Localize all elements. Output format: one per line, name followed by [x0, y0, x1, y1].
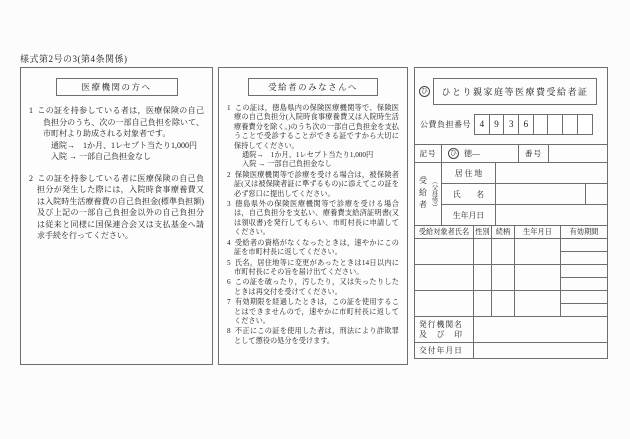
note-text: この証を持参している者に医療保険の自己負担分が発生した際には，入院時食事療養費又は入院時生活療養費の自己負担金(標準負担額)及び上記の一部自己負担金以外の自己負担分は従来と同様に国保連合会又は支払基金へ請求手続を行ってください。: [37, 173, 204, 240]
hi-circle-mark-icon: ひ: [450, 149, 457, 157]
table-row: [415, 264, 607, 290]
note-number: 8: [227, 327, 231, 336]
note-item-2: [227, 171, 399, 199]
recipient-group-label-cell: [415, 163, 442, 225]
validity-from-cell: [561, 291, 607, 304]
note-text: 受給者の資格がなくなったときは，速やかにこの証を市町村長に返してください。: [234, 238, 399, 257]
table-row: [415, 290, 607, 316]
note-item-3: [227, 200, 399, 238]
note-item-6: [227, 278, 399, 297]
birthdate-label: 生年月日: [442, 205, 496, 225]
note-text: 不正にこの証を使用した者は，刑法により詐欺罪として懲役の処分を受けます。: [234, 327, 399, 345]
table-cell-name: [415, 291, 474, 316]
issue-date-value-cell: [474, 343, 607, 358]
note-text: この証を持参している者は，医療保険の自己負担分のうち、次の一部自己負担を除いて、市町村より助成される対象者です。: [37, 106, 204, 138]
payer-number-label: 公費負担番号: [420, 120, 471, 129]
note-number: 6: [227, 278, 231, 287]
note-number: 1: [29, 106, 33, 115]
table-cell-birthdate: [515, 265, 561, 290]
number-value-cell: [549, 145, 607, 162]
table-cell-validity: [561, 239, 607, 264]
note-number: 3: [227, 200, 231, 209]
note-number: 2: [227, 170, 231, 179]
column-header-sex: 性別: [474, 226, 492, 238]
certificate-title: ひとり親家庭等医療費受給者証: [441, 87, 589, 97]
table-cell-sex: [474, 239, 492, 264]
table-cell-validity: [561, 291, 607, 316]
payer-number-row: [420, 114, 593, 135]
note-subline: 入院 → 一部自己負担金なし: [51, 152, 151, 161]
symbol-value-cell: [442, 145, 519, 162]
table-cell-birthdate: [515, 291, 561, 316]
note-text: 氏名，居住地等に変更があったときは14日以内に市町村長にその旨を届け出てください。: [234, 258, 399, 276]
note-item-4: [227, 239, 399, 258]
recipient-group-sub-label: （父母等）: [430, 177, 438, 211]
recipients-panel-title: 受給者のみなさんへ: [268, 82, 358, 92]
recipient-group-label: 受給者: [418, 176, 428, 212]
note-number: 1: [227, 104, 231, 112]
note-text: 徳島県外の保険医療機関等で診療を受ける場合は，自己負担分を支払い、療養費支給済証明書(又は領収書)を発行してもらい、市町村長に申請してください。: [234, 200, 399, 237]
payer-number-digit-box: 3: [503, 114, 519, 135]
note-text: 保険医療機関等で診療を受ける場合は，被保険者証(又は被保険者証に準ずるもの)に添えてこの証を必ず窓口に提出してください。: [234, 170, 399, 198]
note-item-1: [227, 104, 399, 170]
residence-row: [442, 163, 607, 183]
note-number: 4: [227, 238, 231, 247]
note-number: 7: [227, 298, 231, 307]
table-row: [415, 238, 607, 264]
note-item-7: [227, 298, 399, 326]
certificate-panel: [414, 67, 608, 359]
note-subline: 通院→ 1か月、1レセプト当たり1,000円: [51, 140, 197, 150]
symbol-number-row: [415, 144, 607, 162]
seal-cell: [585, 184, 607, 204]
certificate-title-box: [433, 78, 597, 105]
table-cell-name: [415, 265, 474, 290]
recipients-panel: [218, 67, 408, 365]
note-number: 5: [227, 258, 231, 267]
symbol-label: 記号: [415, 145, 442, 162]
table-cell-relation: [492, 265, 515, 290]
note-item-2: [29, 173, 204, 242]
recipients-panel-title-box: [248, 78, 378, 96]
medical-panel-title-box: [56, 78, 178, 96]
note-text: この証は，徳島県内の保険医療機関等で、保険医療の自己負担分(入院時食事療養費又は入院時生活療養費分を除く。)のうち次の一部自己負担金を支払うことで受診することができる証ですから大切に保持してください。: [234, 104, 399, 150]
name-label: 氏 名: [442, 184, 496, 204]
recipients-table-header: [415, 225, 607, 238]
note-subline: 通院→ 1か月、1レセプト当たり1,000円: [242, 151, 374, 160]
medical-institutions-panel: [20, 67, 213, 365]
column-header-birthdate: 生年月日: [515, 226, 561, 238]
validity-to-cell: [561, 278, 607, 290]
recipients-panel-body: [219, 96, 407, 346]
recipient-section: [415, 162, 607, 225]
table-cell-birthdate: [515, 239, 561, 264]
note-text: この証を破ったり，汚したり，又は失ったりしたときは再交付を受けてください。: [234, 278, 399, 296]
medical-panel-title: 医療機関の方へ: [81, 82, 152, 92]
table-cell-sex: [474, 265, 492, 290]
issuer-row: [415, 316, 607, 342]
column-header-validity: 有効期間: [569, 228, 599, 236]
residence-label: 居 住 地: [442, 163, 496, 183]
note-item-5: [227, 259, 399, 278]
name-value-cell: [496, 184, 585, 204]
table-cell-relation: [492, 239, 515, 264]
residence-value-cell: [496, 163, 607, 183]
hi-circle-mark-icon: ひ: [421, 87, 428, 95]
issuer-label: [415, 317, 474, 342]
payer-number-digit-box: 9: [489, 114, 505, 135]
validity-from-cell: [561, 265, 607, 278]
payer-number-digit-box: 6: [518, 114, 534, 135]
validity-to-cell: [561, 304, 607, 316]
issuer-value-cell: [474, 317, 607, 342]
issuer-label-line2: 及 び 印: [419, 329, 463, 339]
symbol-value: 徳―: [464, 149, 480, 158]
table-cell-sex: [474, 291, 492, 316]
birthdate-value-cell: [496, 205, 607, 225]
birthdate-row: [442, 204, 607, 225]
issue-date-row: [415, 342, 607, 358]
note-text: 有効期限を経過したときは，この証を使用することはできませんので，速やかに市町村長に返してください。: [234, 298, 399, 325]
validity-to-cell: [561, 252, 607, 264]
payer-number-digit-box: [562, 114, 578, 135]
name-row: [442, 183, 607, 204]
form-number-label: 様式第2号の3(第4条関係): [20, 54, 128, 64]
column-header-relation: 続柄: [492, 226, 515, 238]
number-label: 番号: [519, 145, 549, 162]
medical-panel-body: [21, 96, 212, 242]
payer-number-digit-box: [547, 114, 563, 135]
recipient-fields: [442, 163, 607, 225]
table-cell-validity: [561, 265, 607, 290]
note-item-1: [29, 105, 204, 163]
payer-number-digit-box: [577, 114, 593, 135]
column-header-name: 受給対象者氏名: [415, 226, 474, 238]
table-cell-relation: [492, 291, 515, 316]
note-subline: 入院 → 一部自己負担金なし: [242, 160, 332, 169]
payer-number-digit-box: 4: [474, 114, 490, 135]
note-item-8: [227, 327, 399, 346]
table-cell-name: [415, 239, 474, 264]
issue-date-label: 交付年月日: [415, 343, 474, 358]
note-number: 2: [29, 173, 33, 183]
certificate-header: [415, 68, 607, 144]
issuer-label-line1: 発行機関名: [419, 319, 463, 329]
payer-number-digit-box: [533, 114, 549, 135]
validity-from-cell: [561, 239, 607, 252]
